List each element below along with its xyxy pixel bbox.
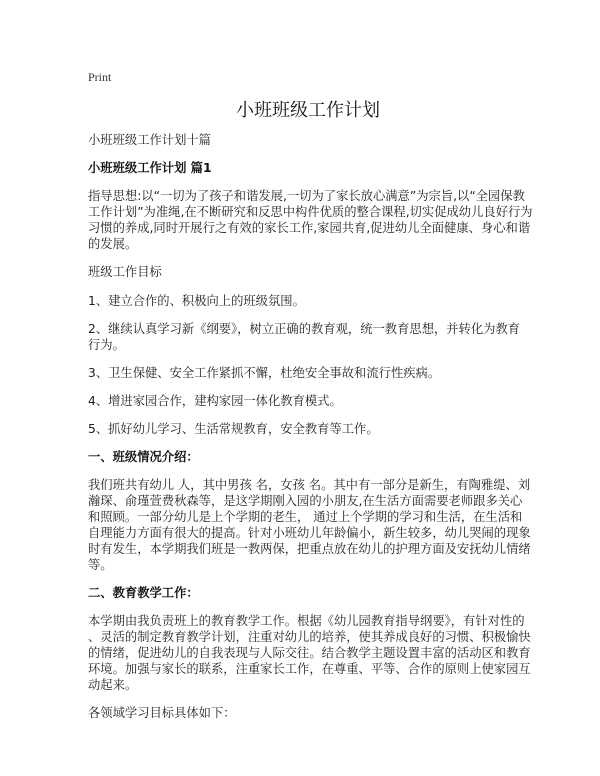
text-line: 1、建立合作的、积极向上的班级氛围。 — [88, 294, 305, 308]
goal-item — [88, 293, 528, 309]
text-line: 的情绪，促进幼儿的自我表现与人际交往。结合教学主题设置丰富的活动区和教育 — [88, 646, 531, 660]
goal-item — [88, 321, 528, 353]
text-line: 和照顾。一部分幼儿是上个学期的老生， 通过上个学期的学习和生活，在生活和 — [88, 510, 523, 524]
print-label[interactable]: Print — [88, 70, 112, 84]
page-title: 小班班级工作计划 — [236, 100, 380, 121]
text-line: 行为。 — [88, 338, 125, 352]
text-line: 环境。加强与家长的联系，注重家长工作，在尊重、平等、合作的原则上使家园互 — [88, 662, 531, 676]
text-line: 本学期由我负责班上的教育教学工作。根据《幼儿园教育指导纲要》，有针对性的 — [88, 614, 525, 628]
text-line: 5、抓好幼儿学习、生活常规教育，安全教育等工作。 — [88, 422, 379, 436]
text-line: 自理能力方面有很大的提高。针对小班幼儿年龄偏小，新生较多，幼儿哭闹的现象 — [88, 526, 531, 540]
text-line: 工作计划”为准绳,在不断研究和反思中构件优质的整合课程,切实促成幼儿良好行为 — [88, 205, 533, 219]
goal-item — [88, 421, 528, 437]
closing-line: 各领域学习目标具体如下： — [88, 706, 236, 720]
goals-heading: 班级工作目标 — [88, 265, 162, 279]
document-body — [88, 132, 533, 733]
text-line: 我们班共有幼儿 人，其中男孩 名，女孩 名。其中有一部分是新生，有陶雅缇、刘 — [88, 478, 531, 492]
text-line: 的发展。 — [88, 237, 138, 251]
text-line: 瀚琛、俞瑾萱费秋森等，是这学期刚入园的小朋友,在生活方面需要老师跟多关心 — [88, 494, 523, 508]
goal-item — [88, 365, 528, 381]
part1-paragraph — [88, 477, 531, 573]
text-line: 4、增进家园合作，建构家园一体化教育模式。 — [88, 394, 342, 408]
part2-paragraph — [88, 613, 531, 693]
text-line: 指导思想:以“一切为了孩子和谐发展,一切为了家长放心满意”为宗旨,以“全园保教 — [88, 189, 525, 203]
text-line: 等。 — [88, 558, 113, 572]
intro-paragraph — [88, 188, 533, 252]
text-line: 3、卫生保健、安全工作紧抓不懈，杜绝安全事故和流行性疾病。 — [88, 366, 441, 380]
subtitle: 小班班级工作计划十篇 — [88, 133, 211, 147]
text-line: 2、继续认真学习新《纲要》，树立正确的教育观，统一教育思想，并转化为教育 — [88, 322, 521, 336]
text-line: 习惯的养成,同时开展行之有效的家长工作,家园共育,促进幼儿全面健康、身心和谐 — [88, 221, 531, 235]
section-heading: 小班班级工作计划 篇1 — [88, 161, 212, 175]
part1-heading: 一、班级情况介绍： — [88, 450, 199, 464]
goal-item — [88, 393, 528, 409]
text-line: 动起来。 — [88, 678, 138, 692]
text-line: 时有发生，本学期我们班是一教两保，把重点放在幼儿的护理方面及安抚幼儿情绪 — [88, 542, 531, 556]
part2-heading: 二、教育教学工作： — [88, 586, 199, 600]
text-line: 、灵活的制定教育教学计划，注重对幼儿的培养，使其养成良好的习惯、积极愉快 — [88, 630, 531, 644]
